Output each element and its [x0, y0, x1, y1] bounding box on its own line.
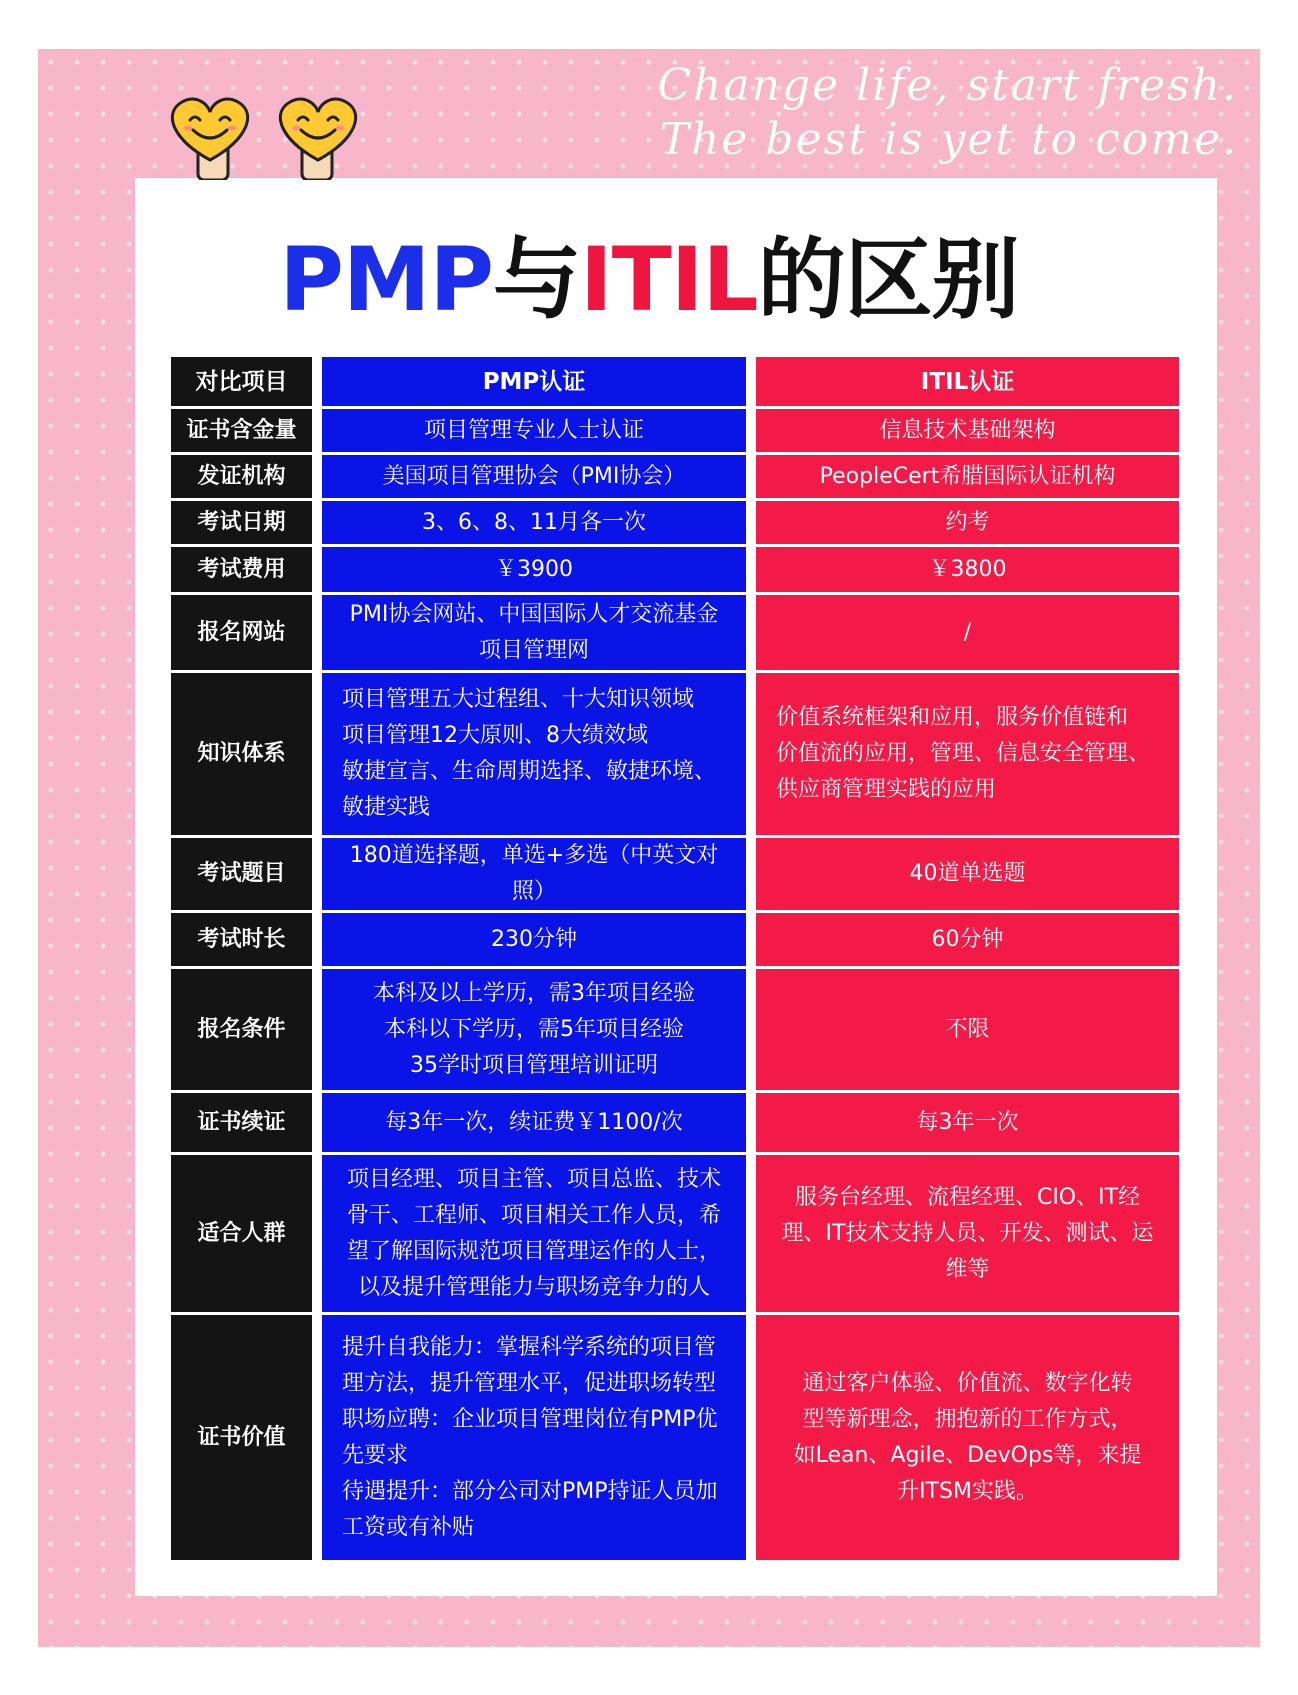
- pmp-cell-line: 项目管理12大原则、8大绩效域: [342, 723, 648, 748]
- itil-cell: [756, 1315, 1179, 1560]
- pmp-cell-line: 本科以下学历，需5年项目经验: [384, 1016, 684, 1042]
- itil-cell-line: 升ITSM实践。: [897, 1478, 1038, 1504]
- pmp-cell: [322, 501, 746, 547]
- pmp-cell: [322, 838, 746, 913]
- pmp-cell: [322, 969, 746, 1093]
- pmp-cell: [322, 455, 746, 501]
- title-itil: ITIL: [579, 228, 758, 331]
- itil-cell-line: /: [963, 619, 972, 645]
- slogan-line-1: Change life, start fresh.: [657, 60, 1238, 111]
- pmp-cell-line: 敏捷实践: [342, 795, 431, 820]
- row-label-cell: 考试费用: [171, 547, 312, 595]
- pmp-cell: [322, 595, 746, 673]
- comparison-table: [171, 357, 1179, 1560]
- itil-cell: [756, 595, 1179, 673]
- itil-cell: [756, 547, 1179, 595]
- table-row: [171, 455, 1179, 501]
- pmp-cell-line: 望了解国际规范项目管理运作的人士，: [346, 1238, 721, 1264]
- itil-cell-line: 服务台经理、流程经理、CIO、IT经: [794, 1184, 1141, 1210]
- pmp-cell-line: 骨干、工程师、项目相关工作人员，希: [346, 1202, 721, 1228]
- pmp-cell-line: 3、6、8、11月各一次: [422, 509, 646, 535]
- header-itil-cell: ITIL认证: [756, 357, 1179, 409]
- pmp-cell: [322, 673, 746, 838]
- pmp-cell-line: 230分钟: [491, 926, 577, 952]
- smiley-heart-icon: [160, 90, 260, 180]
- row-label-cell: 证书价值: [171, 1315, 312, 1560]
- itil-cell-line: 40道单选题: [909, 861, 1026, 886]
- row-label-cell: 适合人群: [171, 1155, 312, 1315]
- row-label-cell: 发证机构: [171, 455, 312, 501]
- table-row: [171, 1155, 1179, 1315]
- pmp-cell-line: 项目经理、项目主管、项目总监、技术: [346, 1166, 721, 1192]
- itil-cell-line: 供应商管理实践的应用: [776, 777, 997, 802]
- itil-cell: [756, 1093, 1179, 1155]
- itil-cell: [756, 969, 1179, 1093]
- table-row: [171, 969, 1179, 1093]
- itil-cell: [756, 501, 1179, 547]
- smiley-heart-icon: [268, 90, 368, 180]
- pmp-cell: [322, 409, 746, 455]
- itil-cell-line: 不限: [945, 1016, 990, 1042]
- table-row: [171, 595, 1179, 673]
- row-label-cell: 知识体系: [171, 673, 312, 838]
- pmp-cell: [322, 1315, 746, 1560]
- pmp-cell-line: 项目管理专业人士认证: [423, 417, 644, 443]
- pmp-cell-line: 项目管理五大过程组、十大知识领域: [342, 687, 695, 712]
- table-row: [171, 409, 1179, 455]
- itil-cell: [756, 838, 1179, 913]
- pmp-cell-line: 项目管理网: [478, 637, 589, 663]
- pmp-cell-line: 理方法，提升管理水平，促进职场转型: [342, 1370, 717, 1396]
- itil-cell-line: 60分钟: [931, 926, 1004, 952]
- row-label-cell: 报名条件: [171, 969, 312, 1093]
- table-row: [171, 838, 1179, 913]
- title-difference: 的区别: [757, 228, 1019, 331]
- row-label-cell: 证书续证: [171, 1093, 312, 1155]
- pmp-cell: [322, 1093, 746, 1155]
- row-label-cell: 考试题目: [171, 838, 312, 913]
- itil-cell-line: 信息技术基础架构: [879, 417, 1056, 443]
- pmp-cell-line: PMI协会网站、中国国际人才交流基金: [349, 601, 719, 627]
- pmp-cell-line: 敏捷宣言、生命周期选择、敏捷环境、: [342, 759, 717, 784]
- pmp-cell-line: 工资或有补贴: [342, 1514, 475, 1540]
- header-pmp-cell: PMP认证: [322, 357, 746, 409]
- pmp-cell-line: ￥3900: [495, 556, 573, 582]
- pmp-cell-line: 每3年一次，续证费￥1100/次: [385, 1109, 683, 1135]
- itil-cell-line: 每3年一次: [916, 1109, 1019, 1135]
- itil-cell-line: ￥3800: [928, 556, 1007, 582]
- itil-cell-line: 价值系统框架和应用，服务价值链和: [776, 705, 1129, 730]
- itil-cell-line: 理、IT技术支持人员、开发、测试、运: [781, 1220, 1154, 1246]
- header-label-cell: 对比项目: [171, 357, 312, 409]
- table-row: [171, 913, 1179, 969]
- itil-cell-line: 通过客户体验、价值流、数字化转: [802, 1370, 1133, 1396]
- pmp-cell: [322, 547, 746, 595]
- pmp-cell-line: 提升自我能力：掌握科学系统的项目管: [342, 1334, 717, 1360]
- pmp-cell-line: 职场应聘：企业项目管理岗位有PMP优: [342, 1406, 718, 1432]
- table-row: [171, 501, 1179, 547]
- itil-cell-line: 价值流的应用，管理、信息安全管理、: [776, 741, 1151, 766]
- pmp-cell-line: 本科及以上学历，需3年项目经验: [373, 980, 695, 1006]
- pmp-cell: [322, 1155, 746, 1315]
- itil-cell: [756, 409, 1179, 455]
- itil-cell: [756, 455, 1179, 501]
- table-row: [171, 1315, 1179, 1560]
- pmp-cell-line: 美国项目管理协会（PMI协会）: [382, 463, 686, 489]
- row-label-cell: 报名网站: [171, 595, 312, 673]
- itil-cell-line: PeopleCert希腊国际认证机构: [819, 463, 1116, 489]
- pmp-cell: [322, 913, 746, 969]
- pmp-cell-line: 以及提升管理能力与职场竞争力的人: [357, 1274, 710, 1300]
- table-row: [171, 1093, 1179, 1155]
- row-label-cell: 证书含金量: [171, 409, 312, 455]
- table-row: [171, 547, 1179, 595]
- pmp-cell-line: 先要求: [342, 1442, 409, 1468]
- pmp-cell-line: 180道选择题，单选+多选（中英文对照）: [349, 843, 719, 904]
- table-header-row: [171, 357, 1179, 409]
- itil-cell-line: 型等新理念，拥抱新的工作方式，: [802, 1406, 1133, 1432]
- itil-cell-line: 如Lean、Agile、DevOps等，来提: [793, 1442, 1142, 1468]
- itil-cell-line: 约考: [945, 509, 990, 535]
- title-and: 与: [492, 228, 580, 331]
- itil-cell: [756, 1155, 1179, 1315]
- pmp-cell-line: 待遇提升：部分公司对PMP持证人员加: [342, 1478, 718, 1504]
- row-label-cell: 考试时长: [171, 913, 312, 969]
- title-pmp: PMP: [279, 228, 493, 331]
- row-label-cell: 考试日期: [171, 501, 312, 547]
- itil-cell-line: 维等: [945, 1256, 990, 1282]
- itil-cell: [756, 673, 1179, 838]
- itil-cell: [756, 913, 1179, 969]
- slogan-line-2: The best is yet to come.: [659, 114, 1238, 165]
- page-title: [0, 230, 1298, 330]
- table-row: [171, 673, 1179, 838]
- pmp-cell-line: 35学时项目管理培训证明: [410, 1052, 658, 1078]
